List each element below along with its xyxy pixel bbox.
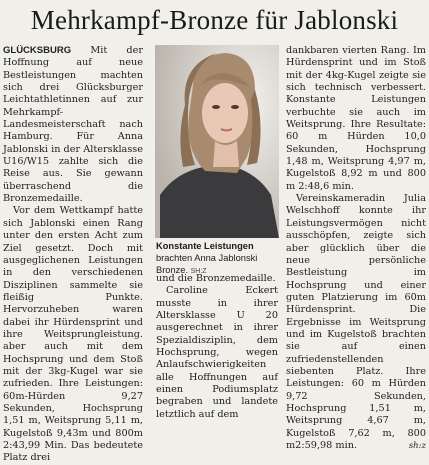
photo-credit: SH:Z bbox=[190, 268, 207, 275]
paragraph-text: Vereinskameradin Julia Welschhoff konnte ihr Leistungsvermögen nicht ausschöpfen, zeigte sich aber glücklich über die neue persönliche Bestleistung im Hochsprung und einer guten Platzierung im 60m Hürdensprint. Die Ergebnisse im Weitsprung und im Kugelstoß brachten sie auf einen zufriedenstellenden siebenten Platz. Ihre Leistungen: 60 m Hürden 9,72 Sekunden, Hochsprung 1,51 m, Weitsprung 4,67 m, Kugelstoß 7,62 m, 800 m2:59,98 min. bbox=[286, 193, 426, 451]
article-column-1 bbox=[3, 45, 143, 465]
headline: Mehrkampf-Bronze für Jablonski bbox=[30, 5, 399, 35]
article-column-2 bbox=[156, 273, 278, 421]
paragraph bbox=[3, 45, 143, 205]
paragraph: und die Bronzemedaille. bbox=[156, 273, 276, 284]
athlete-photo bbox=[155, 45, 279, 238]
paragraph-text: Mit der Hoffnung auf neue Bestleistungen machten sich drei Glücksburger Leichtathletinnen auf zur Mehrkampf-Landesmeisterschaft nach Hamburg. Für Anna Jablonski in der Altersklasse U16/W15 zahlte sich die Reise aus. Sie gewann überraschend die Bronzemedaille. bbox=[3, 45, 143, 205]
article-column-3 bbox=[286, 45, 426, 452]
caption-text: brachten Anna Jablonski Bronze. bbox=[156, 253, 258, 275]
paragraph: dankbaren vierten Rang. Im Hürdensprint und im Stoß mit der 4kg-Kugel zeigte sie sich technisch verbessert. Konstante Leistungen verbuchte sie auch im Weitsprung. Ihre Resultate: 60 m Hürden 10,0 Sekunden, Hochsprung 1,48 m, Weitsprung 4,97 m, Kugelstoß 8,92 m und 800 m 2:48,6 min. bbox=[286, 45, 426, 192]
paragraph bbox=[286, 193, 426, 452]
dateline: GLÜCKSBURG bbox=[3, 45, 72, 56]
paragraph: Vor dem Wettkampf hatte sich Jablonski einen Rang unter den ersten Acht zum Ziel gesetzt. Doch mit ausgeglichenen Leistungen in den verschiedenen Disziplinen sammelte sie fleißig Punkte. Hervorzuheben waren dabei ihr Hürdensprint und ihre Weitsprungleistung. aber auch mit dem Hochsprung und dem Stoß mit der 3kg-Kugel war sie zufrieden. Ihre Leistungen: 60m-Hürden 9,27 Sekunden, Hochsprung 1,51 m, Weitsprung 5,11 m, Kugelstoß 9,43m und 800m 2:43,99 Min. Das bedeutete Platz drei bbox=[3, 205, 143, 464]
author-signature: sh:z bbox=[408, 441, 426, 451]
portrait-image bbox=[155, 45, 279, 238]
caption-bold: Konstante Leistungen bbox=[156, 241, 254, 251]
paragraph: Caroline Eckert musste in ihrer Altersklasse U 20 ausgerechnet in ihrer Spezialdisziplin, dem Hochsprung, wegen Anlaufschwierigkeiten alle Hoffnungen auf einen Podiumsplatz begraben und landete letztlich auf dem bbox=[156, 285, 278, 420]
